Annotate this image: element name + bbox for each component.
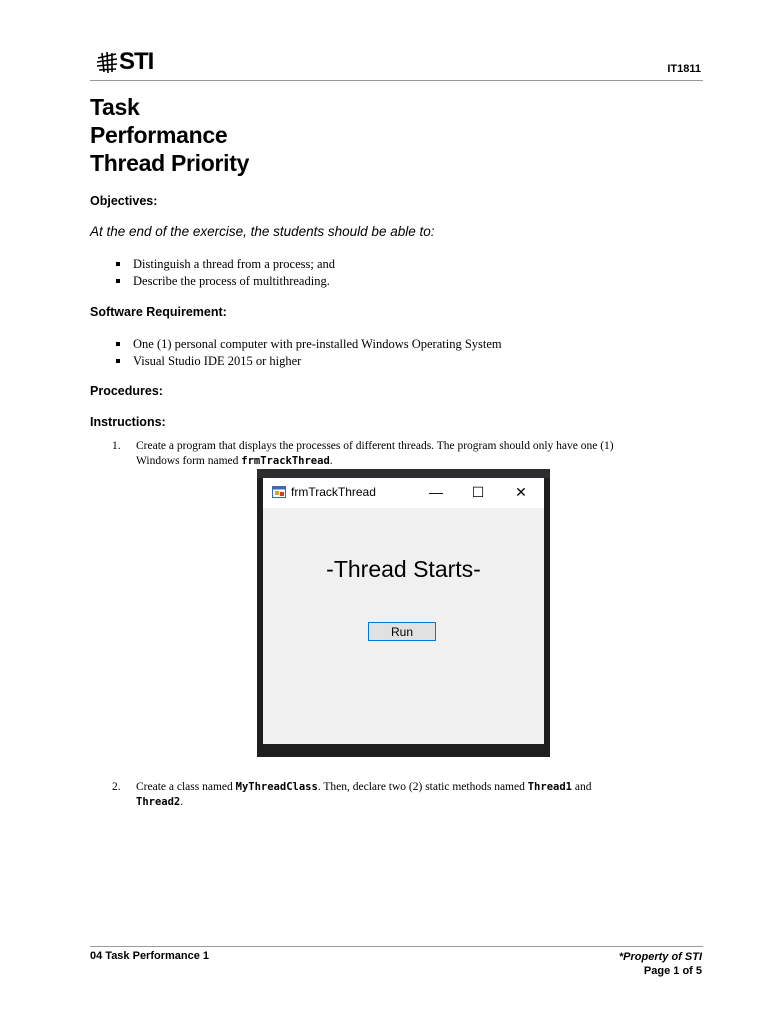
footer-divider — [90, 946, 703, 947]
objectives-intro: At the end of the exercise, the students should be able to: — [90, 224, 435, 239]
minimize-icon[interactable]: — — [429, 484, 443, 500]
document-title — [90, 93, 249, 177]
step-2-line-1 — [136, 780, 591, 795]
list-item: Visual Studio IDE 2015 or higher — [113, 353, 502, 370]
step-number: 2. — [112, 781, 121, 793]
step-1-line-2 — [136, 454, 333, 469]
property-notice: *Property of STI — [618, 951, 702, 963]
header-divider — [90, 80, 703, 81]
close-icon[interactable]: ✕ — [515, 483, 527, 500]
step-1-line-1: Create a program that displays the processes of different threads. The program should only have one (1) — [136, 440, 614, 452]
window-title: frmTrackThread — [291, 485, 376, 499]
step-2-text: and — [572, 781, 592, 793]
title-line-3: Thread Priority — [90, 150, 250, 176]
title-line-2: Performance — [90, 122, 228, 148]
software-heading: Software Requirement: — [90, 305, 227, 319]
maximize-icon[interactable]: ☐ — [471, 483, 485, 500]
footer-right — [619, 950, 702, 978]
thread-status-label: -Thread Starts- — [326, 556, 481, 582]
form-name-code: frmTrackThread — [241, 455, 330, 467]
step-1-text: Windows form named — [136, 455, 242, 467]
objectives-list — [113, 256, 335, 289]
run-button[interactable]: Run — [368, 622, 436, 641]
method2-code: Thread2 — [136, 796, 181, 808]
form-screenshot — [257, 469, 550, 757]
sti-logo — [96, 48, 153, 76]
title-line-1: Task — [90, 94, 140, 120]
ide-toolbar-strip — [257, 469, 550, 478]
step-1-suffix: . — [329, 455, 333, 467]
form-window — [263, 478, 544, 744]
step-2-text: Create a class named — [136, 781, 236, 793]
step-number: 1. — [112, 440, 121, 452]
instructions-heading: Instructions: — [90, 415, 166, 429]
method1-code: Thread1 — [527, 781, 572, 793]
class-name-code: MyThreadClass — [235, 781, 318, 793]
footer-document-name: 04 Task Performance 1 — [90, 950, 210, 962]
procedures-heading: Procedures: — [90, 384, 163, 398]
page-number: Page 1 of 5 — [643, 965, 702, 977]
app-form-icon — [272, 485, 286, 499]
list-item: Describe the process of multithreading. — [113, 273, 335, 290]
software-list — [113, 336, 502, 369]
globe-logo-icon — [96, 50, 118, 74]
list-item: Distinguish a thread from a process; and — [113, 256, 335, 273]
logo-text: STI — [119, 48, 154, 75]
window-titlebar — [263, 478, 544, 508]
list-item: One (1) personal computer with pre-installed Windows Operating System — [113, 336, 502, 353]
step-2-text: . Then, declare two (2) static methods named — [317, 781, 528, 793]
course-code: IT1811 — [667, 63, 701, 75]
objectives-heading: Objectives: — [90, 194, 158, 208]
step-2-suffix: . — [180, 796, 184, 808]
step-2-line-2 — [136, 795, 183, 810]
